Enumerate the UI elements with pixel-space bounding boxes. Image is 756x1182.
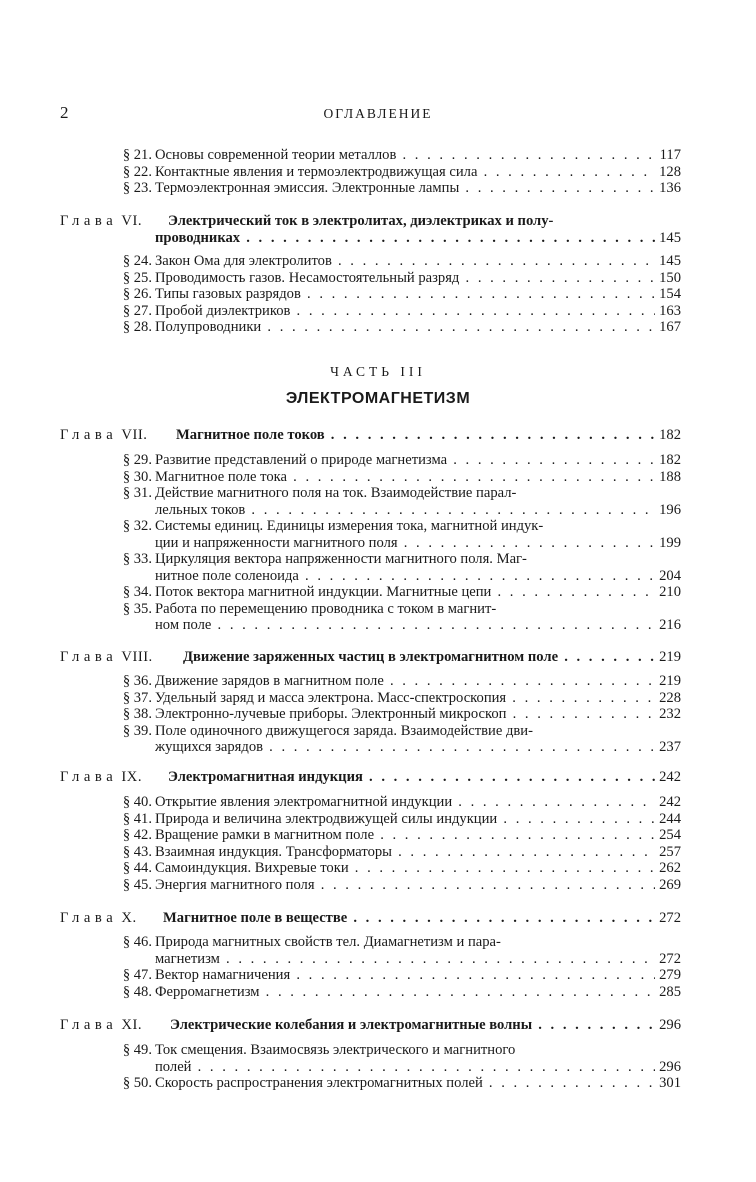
section-title-line: Вектор намагничения . . . (155, 967, 655, 984)
chapter-label (60, 427, 147, 444)
section-title-line: Движение зарядов в магнитном поле . . . (155, 673, 655, 690)
section-title-line: Открытие явления электромагнитной индукции . . . (155, 794, 655, 811)
chapter-page: 242 (659, 769, 681, 785)
section-title-line: Природа и величина электродвижущей силы индукции . . . (155, 811, 655, 828)
section-title-line: Термоэлектронная эмиссия. Электронные лампы . . . (155, 180, 655, 197)
section-number: § 30. (122, 468, 152, 485)
section-page: 242 (659, 794, 681, 810)
section-title-line: ции и напряженности магнитного поля . . . (155, 535, 655, 552)
section-title-line: Природа магнитных свойств тел. Диамагнетизм и пара- (155, 934, 501, 950)
section-title-line: Магнитное поле тока . . . (155, 469, 655, 486)
section-number: § 23. (122, 180, 152, 196)
section-title-line: Вращение рамки в магнитном поле . . . (155, 827, 655, 844)
section-title-line: Действие магнитного поля на ток. Взаимодействие парал- (155, 485, 517, 501)
section-number: § 48. (122, 983, 152, 1000)
chapter-word: Глава (60, 1017, 118, 1033)
chapter-number: VIII. (117, 649, 153, 665)
section-page: 216 (659, 617, 681, 633)
chapter-title: Магнитное поле токов . . . (176, 427, 655, 444)
toc-section-chapter-10-1 (0, 967, 756, 984)
section-title-line: Поле одиночного движущегося заряда. Взаимодействие дви- (155, 722, 533, 739)
section-page: 167 (659, 319, 681, 335)
section-title-line: жущихся зарядов . . . (155, 739, 655, 756)
section-page: 279 (659, 967, 681, 983)
toc-section-6-3 (0, 303, 756, 320)
section-number: § 24. (122, 253, 152, 269)
section-number: § 37. (122, 689, 152, 706)
section-title-line: Циркуляция вектора напряженности магнитного поля. Маг- (155, 551, 527, 567)
section-title-line: Энергия магнитного поля . . . (155, 877, 655, 894)
section-page: 228 (659, 689, 681, 706)
section-title-line: Работа по перемещению проводника с током в магнит- (155, 600, 497, 617)
section-number: § 44. (122, 860, 152, 876)
section-title-line: Ферромагнетизм . . . (155, 984, 655, 1001)
toc-section-chapter-8-1 (0, 690, 756, 707)
toc-section-top-1 (0, 164, 756, 181)
section-number: § 31. (122, 485, 152, 501)
section-title-line: Пробой диэлектриков . . . (155, 303, 655, 320)
chapter-title: Магнитное поле в веществе . . . (163, 910, 655, 927)
toc-section-chapter-9-5 (0, 877, 756, 894)
toc-section-chapter-8-3 (0, 723, 756, 756)
section-number: § 38. (122, 706, 152, 722)
chapter-word: Глава (60, 769, 118, 785)
toc-section-6-0 (0, 253, 756, 270)
chapter-8 (0, 649, 756, 666)
chapter-title: Электромагнитная индукция . . . (168, 769, 655, 786)
section-number: § 46. (122, 934, 152, 950)
toc-section-chapter-7-6 (0, 601, 756, 634)
toc-section-chapter-8-2 (0, 706, 756, 723)
section-page: 254 (659, 827, 681, 843)
chapter-7 (0, 427, 756, 444)
section-page: 150 (659, 269, 681, 286)
section-title-line: Контактные явления и термоэлектродвижущая сила . . . (155, 164, 655, 181)
chapter-page: 219 (659, 649, 681, 665)
section-number: § 39. (122, 722, 152, 739)
section-number: § 27. (122, 302, 152, 319)
section-page: 199 (659, 534, 681, 551)
chapter-number: VII. (117, 427, 148, 443)
section-number: § 22. (122, 163, 152, 180)
section-page: 296 (659, 1058, 681, 1075)
page-number: 2 (60, 103, 69, 122)
chapter-title: Движение заряженных частиц в электромагнитном поле . . . (183, 649, 655, 666)
toc-section-chapter-7-5 (0, 584, 756, 601)
toc-section-chapter-10-0 (0, 934, 756, 967)
section-title-line: Развитие представлений о природе магнетизма . . . (155, 452, 655, 469)
toc-section-chapter-9-2 (0, 827, 756, 844)
section-page: 154 (659, 286, 681, 302)
section-title-line: магнетизм . . . (155, 951, 655, 968)
chapter-number: IX. (117, 769, 142, 785)
running-head: ОГЛАВЛЕНИЕ (323, 106, 433, 121)
section-number: § 34. (122, 584, 152, 600)
section-page: 163 (659, 302, 681, 319)
section-title-line: Самоиндукция. Вихревые токи . . . (155, 860, 655, 877)
chapter-11 (0, 1017, 756, 1034)
section-number: § 28. (122, 319, 152, 335)
chapter-label (60, 910, 137, 927)
section-title-line: Ток смещения. Взаимосвязь электрического и магнитного (155, 1042, 516, 1058)
chapter-label (60, 1017, 142, 1034)
section-title-line: Основы современной теории металлов . . . (155, 147, 655, 164)
section-title-line: полей . . . (155, 1059, 655, 1076)
section-title-line: Проводимость газов. Несамостоятельный разряд . . . (155, 270, 655, 287)
chapter-9 (0, 769, 756, 786)
section-title-line: Поток вектора магнитной индукции. Магнитные цепи . . . (155, 584, 655, 601)
section-page: 219 (659, 673, 681, 689)
section-page: 117 (659, 147, 681, 163)
toc-section-6-4 (0, 319, 756, 336)
section-number: § 32. (122, 518, 152, 534)
section-page: 301 (659, 1075, 681, 1091)
chapter-word: Глава (60, 649, 118, 665)
section-number: § 36. (122, 673, 152, 689)
toc-section-chapter-11-1 (0, 1075, 756, 1092)
section-page: 128 (659, 163, 681, 180)
section-number: § 40. (122, 794, 152, 810)
section-number: § 33. (122, 551, 152, 567)
section-title-line: лельных токов . . . (155, 502, 655, 519)
section-number: § 47. (122, 967, 152, 983)
toc-section-chapter-9-3 (0, 844, 756, 861)
section-page: 244 (659, 810, 681, 827)
section-page: 204 (659, 567, 681, 584)
chapter-page: 272 (659, 910, 681, 926)
chapter-6 (0, 213, 756, 247)
part-title: ЭЛЕКТРОМАГНЕТИЗМ (285, 390, 471, 407)
toc-section-chapter-7-4 (0, 551, 756, 584)
toc-section-chapter-7-3 (0, 518, 756, 551)
section-number: § 41. (122, 810, 152, 827)
chapter-title-line: проводниках . . . (155, 230, 655, 247)
section-page: 269 (659, 876, 681, 893)
part-label: ЧАСТЬ III (330, 364, 426, 379)
section-number: § 43. (122, 843, 152, 860)
section-page: 136 (659, 180, 681, 196)
section-number: § 21. (122, 147, 152, 163)
section-page: 210 (659, 584, 681, 600)
toc-section-chapter-8-0 (0, 673, 756, 690)
section-number: § 35. (122, 600, 152, 617)
section-page: 196 (659, 501, 681, 518)
section-number: § 26. (122, 286, 152, 302)
toc-section-top-2 (0, 180, 756, 197)
chapter-number: X. (117, 910, 137, 926)
section-number: § 29. (122, 452, 152, 468)
toc-section-chapter-7-1 (0, 469, 756, 486)
section-title-line: Электронно-лучевые приборы. Электронный микроскоп . . . (155, 706, 655, 723)
chapter-title: Электрические колебания и электромагнитные волны . . . (170, 1017, 655, 1034)
section-title-line: Типы газовых разрядов . . . (155, 286, 655, 303)
section-number: § 45. (122, 876, 152, 893)
toc-section-chapter-9-4 (0, 860, 756, 877)
chapter-word: Глава (60, 910, 118, 926)
chapter-label (60, 213, 142, 230)
section-page: 262 (659, 860, 681, 876)
toc-section-chapter-9-1 (0, 811, 756, 828)
toc-section-chapter-9-0 (0, 794, 756, 811)
chapter-page: 145 (659, 229, 681, 246)
chapter-number: VI. (117, 213, 142, 229)
toc-section-top-0 (0, 147, 756, 164)
toc-section-6-1 (0, 270, 756, 287)
section-page: 272 (659, 950, 681, 967)
section-title-line: Системы единиц. Единицы измерения тока, магнитной индук- (155, 518, 544, 534)
section-title-line: Закон Ома для электролитов . . . (155, 253, 655, 270)
section-page: 257 (659, 843, 681, 860)
toc-section-chapter-10-2 (0, 984, 756, 1001)
chapter-word: Глава (60, 213, 118, 229)
section-number: § 50. (122, 1075, 152, 1091)
section-page: 182 (659, 452, 681, 468)
section-page: 237 (659, 739, 681, 755)
section-title-line: нитное поле соленоида . . . (155, 568, 655, 585)
chapter-10 (0, 910, 756, 927)
section-title-line: Удельный заряд и масса электрона. Масс-спектроскопия . . . (155, 690, 655, 707)
chapter-page: 182 (659, 427, 681, 443)
chapter-title-line: Электрический ток в электролитах, диэлектриках и полу- (168, 213, 554, 229)
section-page: 232 (659, 706, 681, 722)
section-title-line: Взаимная индукция. Трансформаторы . . . (155, 844, 655, 861)
section-title-line: Полупроводники . . . (155, 319, 655, 336)
section-number: § 42. (122, 827, 152, 843)
chapter-number: XI. (117, 1017, 142, 1033)
toc-section-chapter-7-0 (0, 452, 756, 469)
section-page: 145 (659, 253, 681, 269)
section-page: 188 (659, 468, 681, 485)
toc-section-chapter-7-2 (0, 485, 756, 518)
toc-section-6-2 (0, 286, 756, 303)
chapter-page: 296 (659, 1017, 681, 1033)
section-page: 285 (659, 983, 681, 1000)
section-title-line: ном поле . . . (155, 617, 655, 634)
chapter-label (60, 649, 153, 666)
section-number: § 25. (122, 269, 152, 286)
chapter-word: Глава (60, 427, 118, 443)
section-title-line: Скорость распространения электромагнитных полей . . . (155, 1075, 655, 1092)
section-number: § 49. (122, 1042, 152, 1058)
chapter-label (60, 769, 142, 786)
toc-section-chapter-11-0 (0, 1042, 756, 1075)
